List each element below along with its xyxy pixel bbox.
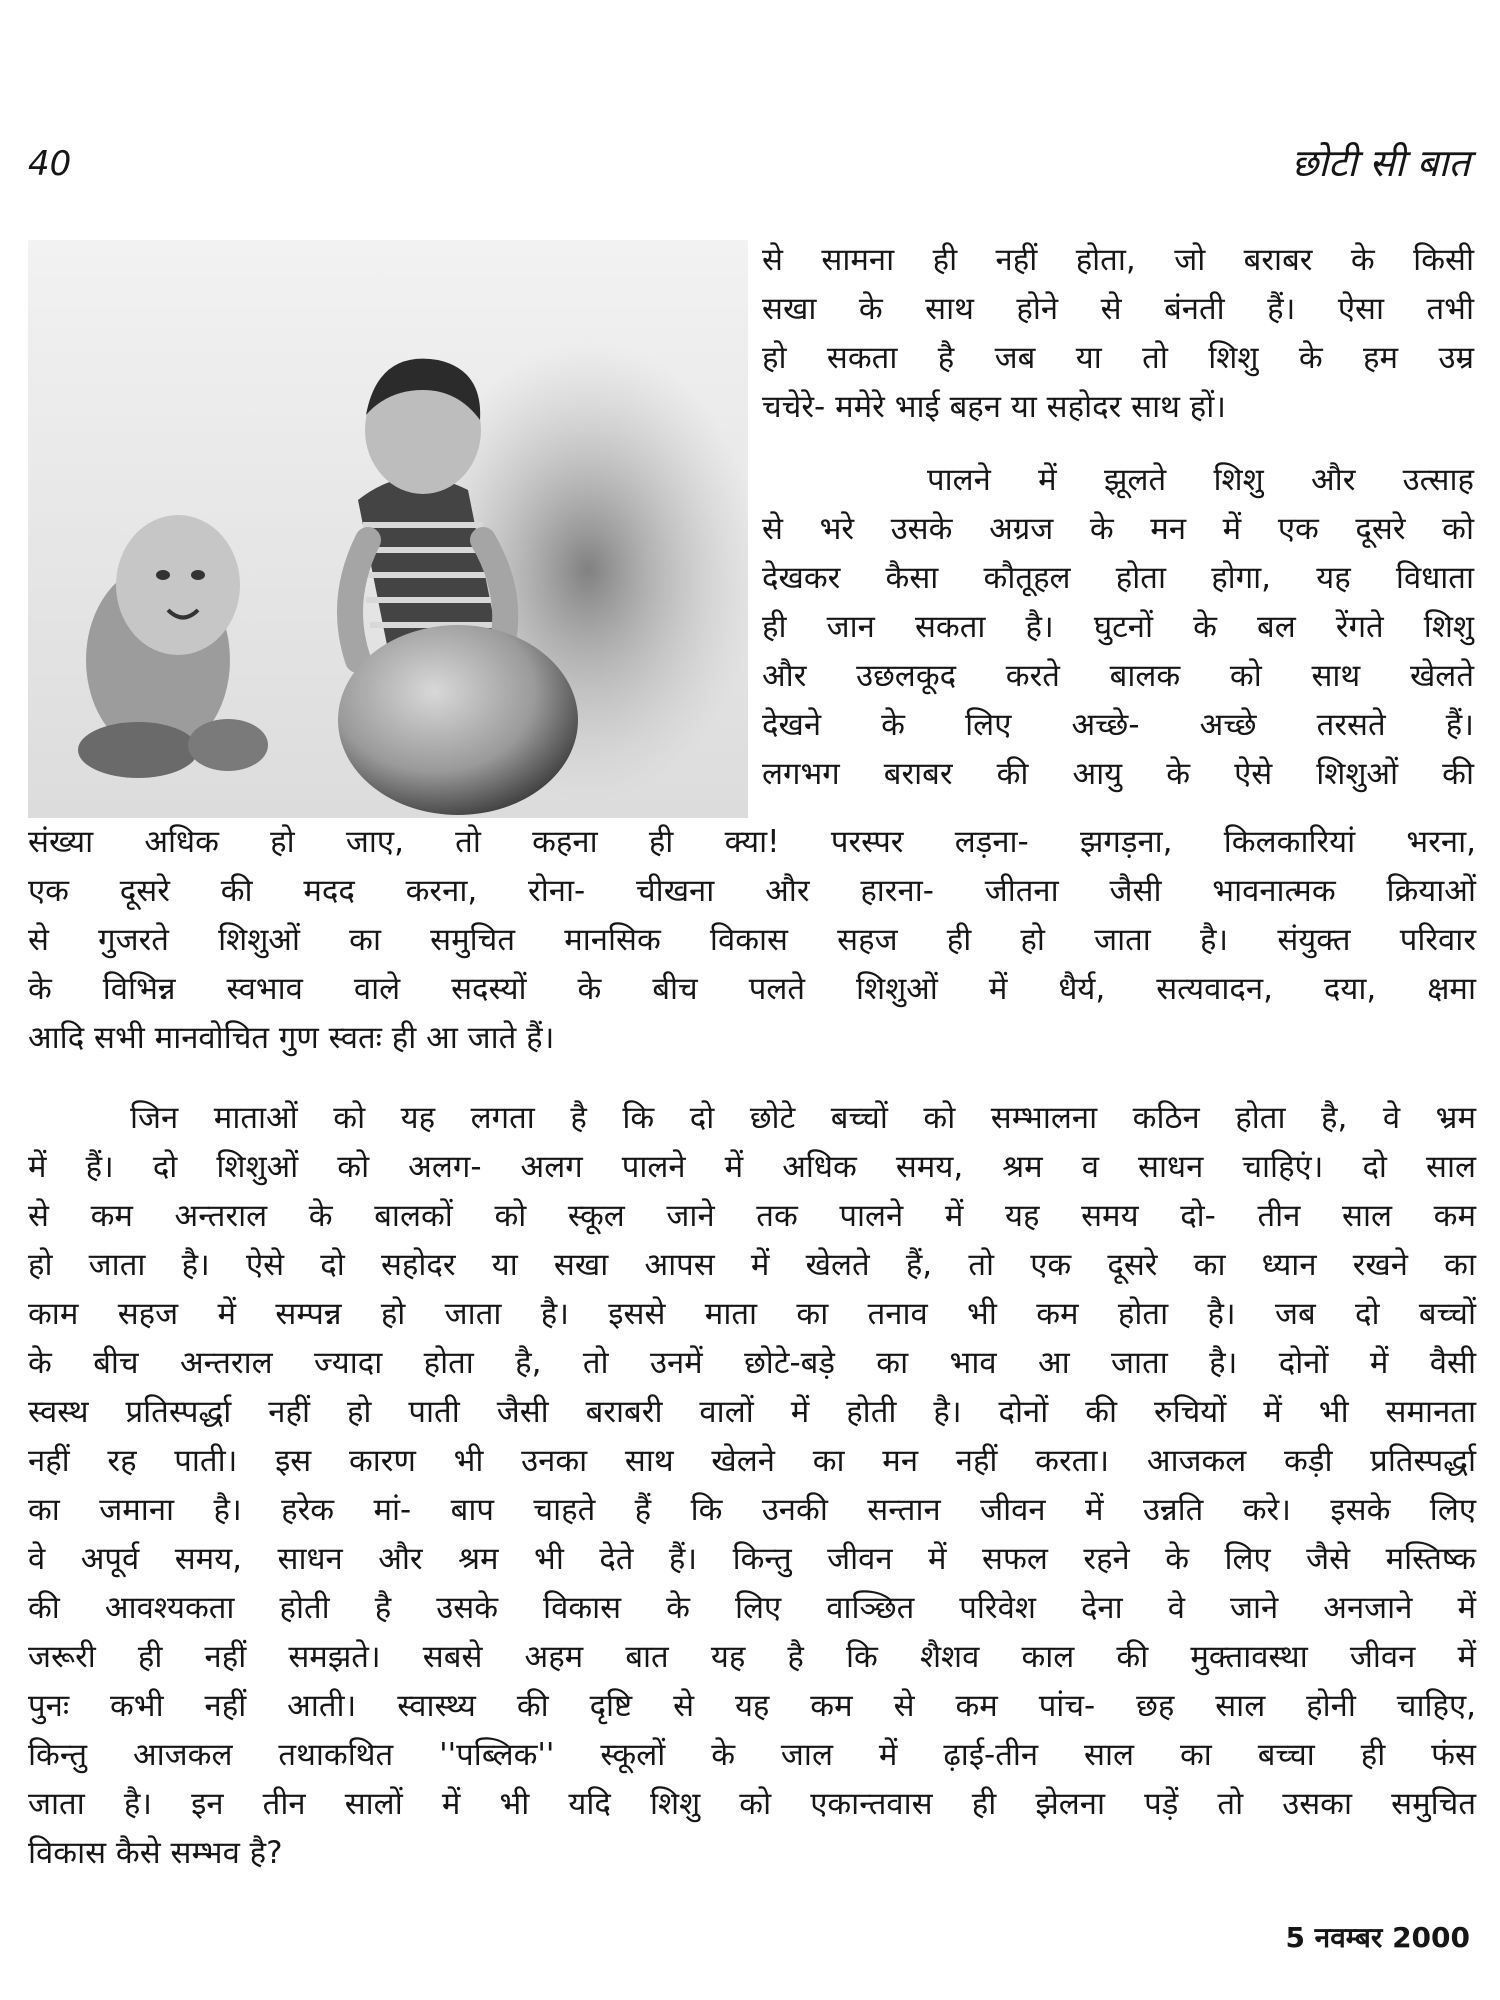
text-line: आदि सभी मानवोचित गुण स्वतः ही आ जाते हैं। xyxy=(28,1020,555,1056)
page-header xyxy=(28,130,1478,190)
paragraph-2-beside-photo xyxy=(762,456,1474,799)
text-line: पुनः कभी नहीं आती। स्वास्थ्य की दृष्टि से यह कम से कम पांच- छह साल होनी चाहिए, xyxy=(28,1688,1476,1724)
text-line: जरूरी ही नहीं समझते। सबसे अहम बात यह है कि शैशव काल की मुक्तावस्था जीवन में xyxy=(28,1639,1476,1675)
text-line: देखकर कैसा कौतूहल होता होगा, यह विधाता xyxy=(762,560,1474,596)
text-line: लगभग बराबर की आयु के ऐसे शिशुओं की xyxy=(762,756,1474,792)
text-line: एक दूसरे की मदद करना, रोना- चीखना और हारना- जीतना जैसी भावनात्मक क्रियाओं xyxy=(28,873,1476,909)
text-line: सखा के साथ होने से बंनती हैं। ऐसा तभी xyxy=(762,291,1474,327)
text-line: हो जाता है। ऐसे दो सहोदर या सखा आपस में खेलते हैं, तो एक दूसरे का ध्यान रखने का xyxy=(28,1247,1476,1283)
text-line: संख्या अधिक हो जाए, तो कहना ही क्या! परस्पर लड़ना- झगड़ना, किलकारियां भरना, xyxy=(28,824,1476,860)
text-line: की आवश्यकता होती है उसके विकास के लिए वाञ्छित परिवेश देना वे जाने अनजाने में xyxy=(28,1590,1476,1626)
paragraph-2-continued xyxy=(28,818,1476,1063)
text-line: किन्तु आजकल तथाकथित ''पब्लिक'' स्कूलों के जाल में ढ़ाई-तीन साल का बच्चा ही फंस xyxy=(28,1737,1476,1773)
page-number: 40 xyxy=(28,144,72,184)
text-line: के विभिन्न स्वभाव वाले सदस्यों के बीच पलते शिशुओं में धैर्य, सत्यवादन, दया, क्षमा xyxy=(28,971,1476,1007)
text-line: हो सकता है जब या तो शिशु के हम उम्र xyxy=(762,340,1474,376)
text-line: और उछलकूद करते बालक को साथ खेलते xyxy=(762,658,1474,694)
text-line: जाता है। इन तीन सालों में भी यदि शिशु को एकान्तवास ही झेलना पड़ें तो उसका समुचित xyxy=(28,1786,1476,1822)
text-line: के बीच अन्तराल ज्यादा होता है, तो उनमें छोटे-बड़े का भाव आ जाता है। दोनों में वैसी xyxy=(28,1345,1476,1381)
paragraph-1 xyxy=(762,236,1474,432)
text-line: का जमाना है। हरेक मां- बाप चाहते हैं कि उनकी सन्तान जीवन में उन्नति करे। इसके लिए xyxy=(28,1492,1476,1528)
text-line: पालने में झूलते शिशु और उत्साह xyxy=(927,462,1474,498)
issue-date: 5 नवम्बर 2000 xyxy=(1285,1921,1470,1954)
text-line: स्वस्थ प्रतिस्पर्द्धा नहीं हो पाती जैसी बराबरी वालों में होती है। दोनों की रुचियों में भी समानता xyxy=(28,1394,1476,1430)
text-line: जिन माताओं को यह लगता है कि दो छोटे बच्चों को सम्भालना कठिन होता है, वे भ्रम xyxy=(130,1100,1476,1136)
running-title: छोटी सी बात xyxy=(1291,141,1470,185)
photo-two-children-with-ball xyxy=(28,240,748,818)
text-line: में हैं। दो शिशुओं को अलग- अलग पालने में अधिक समय, श्रम व साधन चाहिएं। दो साल xyxy=(28,1149,1476,1185)
text-line: से सामना ही नहीं होता, जो बराबर के किसी xyxy=(762,242,1474,278)
text-line: नहीं रह पाती। इस कारण भी उनका साथ खेलने का मन नहीं करता। आजकल कड़ी प्रतिस्पर्द्धा xyxy=(28,1443,1476,1479)
text-line: चचेरे- ममेरे भाई बहन या सहोदर साथ हों। xyxy=(762,389,1227,425)
paragraph-3 xyxy=(28,1094,1476,1878)
text-line: काम सहज में सम्पन्न हो जाता है। इससे माता का तनाव भी कम होता है। जब दो बच्चों xyxy=(28,1296,1476,1332)
text-line: विकास कैसे सम्भव है? xyxy=(28,1835,283,1871)
text-line: वे अपूर्व समय, साधन और श्रम भी देते हैं। किन्तु जीवन में सफल रहने के लिए जैसे मस्तिष्क xyxy=(28,1541,1476,1577)
text-line: देखने के लिए अच्छे- अच्छे तरसते हैं। xyxy=(762,707,1474,743)
text-line: ही जान सकता है। घुटनों के बल रेंगते शिशु xyxy=(762,609,1474,645)
text-line: से भरे उसके अग्रज के मन में एक दूसरे को xyxy=(762,511,1474,547)
text-line: से कम अन्तराल के बालकों को स्कूल जाने तक पालने में यह समय दो- तीन साल कम xyxy=(28,1198,1476,1234)
photo-illustration-icon xyxy=(28,240,748,818)
text-line: से गुजरते शिशुओं का समुचित मानसिक विकास सहज ही हो जाता है। संयुक्त परिवार xyxy=(28,922,1476,958)
